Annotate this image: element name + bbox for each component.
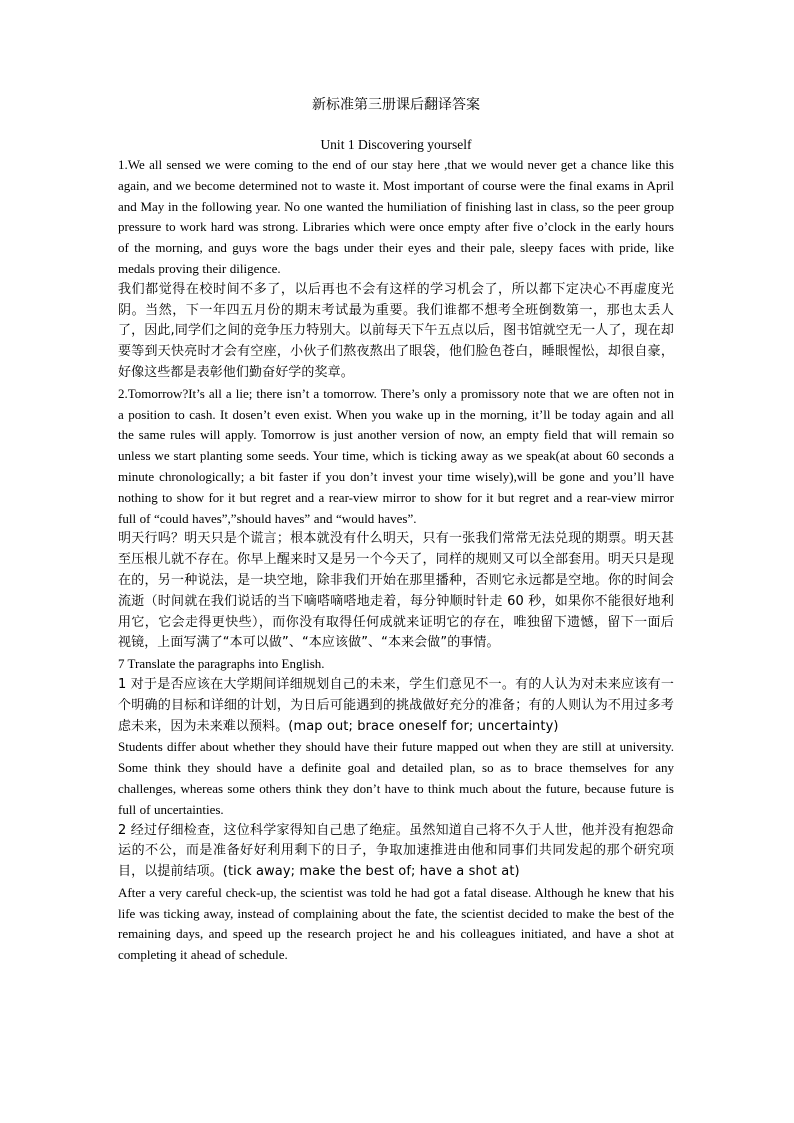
passage-1-english: 1.We all sensed we were coming to the end of our stay here ,that we would never get a chance like this again, and we become determined not to waste it. Most important of course were the final exams in April and May in the following year. No one wanted the humiliation of finishing last in class, so the peer group pressure to work hard was strong. Libraries which were once empty after five o’clock in the early hours of the morning, and guys wore the bags under their eyes and their pale, sleepy faces with pride, like medals proving their diligence. bbox=[118, 157, 674, 276]
exercise-1-chinese: 1 对于是否应该在大学期间详细规划自己的未来，学生们意见不一。有的人认为对未来应该有一个明确的目标和详细的计划，为日后可能遇到的挑战做好充分的准备；有的人则认为不用过多考虑未来，因为未来难以预料。(map out; brace oneself for; uncertainty) bbox=[118, 676, 674, 734]
exercise-2-english: After a very careful check-up, the scientist was told he had got a fatal disease. Although he knew that his life was ticking away, instead of complaining about the fate, the scientist decided to make the best of the remaining days, and speed up the research project he and his colleagues initiated, and have a shot at completing it ahead of schedule. bbox=[118, 884, 674, 963]
passage-1-chinese: 我们都觉得在校时间不多了，以后再也不会有这样的学习机会了，所以都下定决心不再虚度光阴。当然，下一年四五月份的期末考试最为重要。我们谁都不想考全班倒数第一，那也太丢人了，因此,同学们之间的竞争压力特别大。以前每天下午五点以后，图书馆就空无一人了，现在却要等到天快亮时才会有空座，小伙子们熬夜熬出了眼袋，他们脸色苍白，睡眼惺忪，却很自豪，好像这些都是表彰他们勤奋好学的奖章。 bbox=[118, 281, 674, 380]
passage-2-english: 2.Tomorrow?It’s all a lie; there isn’t a tomorrow. There’s only a promissory note that we are often not in a position to cash. It dosen’t even exist. When you wake up in the morning, it’ll be today again and all the same rules will apply. Tomorrow is just another version of now, an empty field that will remain so unless we start planting some seeds. Your time, which is ticking away as we speak(at about 60 seconds a minute chronologically; a bit faster if you don’t invest your time wisely),will be gone and you’ll have nothing to show for it but regret and a rear-view mirror to show for it but regret and a rear-view mirror full of “could haves”,”should haves” and “would haves”. bbox=[118, 385, 674, 526]
passage-2-chinese: 明天行吗？明天只是个谎言；根本就没有什么明天，只有一张我们常常无法兑现的期票。明天甚至压根儿就不存在。你早上醒来时又是另一个今天了，同样的规则又可以全部套用。明天只是现在的，另一种说法，是一块空地，除非我们开始在那里播种，否则它永远都是空地。你的时间会流逝（时间就在我们说话的当下嘀嗒嘀嗒地走着，每分钟顺时针走 60 秒，如果你不能很好地利用它，它会走得更快些），而你没有取得任何成就来证明它的存在，唯独留下遗憾，留下一面后视镜，上面写满了“本可以做”、“本应该做”、“本来会做”的事情。 bbox=[118, 531, 674, 651]
exercise-2-chinese: 2 经过仔细检查，这位科学家得知自己患了绝症。虽然知道自己将不久于人世，他并没有抱怨命运的不公，而是准备好好利用剩下的日子，争取加速推进由他和同事们共同发起的那个研究项目，以提前结项。(tick away; make the best of; have a shot at) bbox=[118, 822, 674, 880]
exercise-1-english: Students differ about whether they should have their future mapped out when they are still at university. Some think they should have a definite goal and detailed plan, so as to brace themselves for any challenges, whereas some others think they don’t have to think much about the future, because future is full of uncertainties. bbox=[118, 739, 674, 817]
document-title: 新标准第三册课后翻译答案 bbox=[312, 98, 480, 113]
document-page bbox=[118, 96, 674, 966]
exercise-heading: 7 Translate the paragraphs into English. bbox=[118, 656, 325, 672]
unit-title: Unit 1 Discovering yourself bbox=[320, 137, 472, 152]
